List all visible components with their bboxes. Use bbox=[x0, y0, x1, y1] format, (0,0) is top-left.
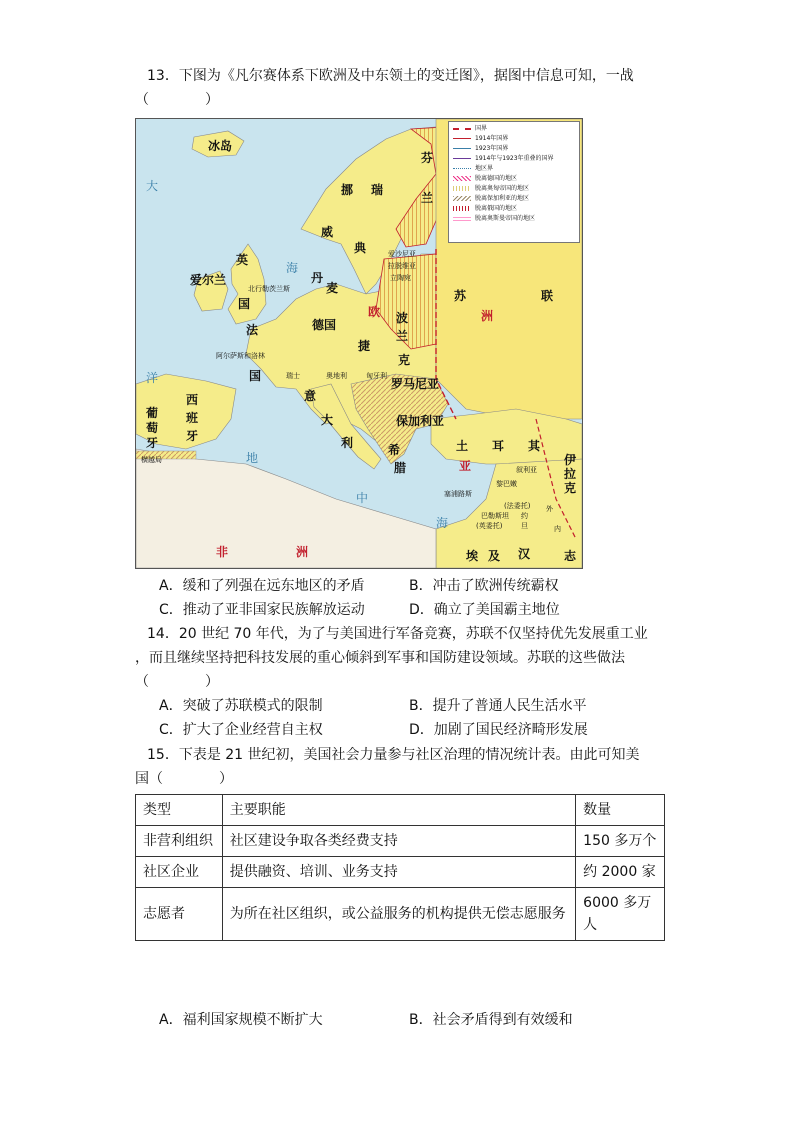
map-label: (法委托) bbox=[504, 502, 531, 510]
map-label: 北行勒茨兰斯 bbox=[248, 285, 290, 293]
map-label: 萄 bbox=[146, 421, 159, 435]
legend-item: 1914年国界 bbox=[475, 135, 509, 142]
map-label: 汉 bbox=[518, 547, 531, 561]
map-label: 联 bbox=[541, 289, 554, 303]
map-label: 叙利亚 bbox=[516, 466, 537, 474]
map-label: 横越局 bbox=[141, 456, 162, 464]
q14-option-c[interactable]: C．扩大了企业经营自主权 bbox=[159, 722, 323, 738]
table-cell: 150 多万个 bbox=[576, 826, 665, 857]
table-row bbox=[136, 888, 665, 941]
map-label: 牙 bbox=[146, 436, 159, 450]
map-label: 冰岛 bbox=[208, 139, 233, 153]
map-label: 法 bbox=[246, 323, 259, 337]
map-label: 志 bbox=[564, 549, 577, 563]
map-label: 埃 bbox=[466, 549, 479, 563]
q15-stem-line1: 15．下表是 21 世纪初，美国社会力量参与社区治理的情况统计表。由此可知美 bbox=[147, 747, 640, 763]
map-label: 麦 bbox=[326, 281, 339, 295]
map-label: 瑞士 bbox=[286, 372, 300, 380]
map-label: 耳 bbox=[492, 439, 505, 453]
q14-answer-blank: （ ） bbox=[135, 674, 219, 690]
map-label: 克 bbox=[564, 481, 577, 495]
map-label: 瑞 bbox=[371, 183, 384, 197]
map-label: 利 bbox=[341, 436, 354, 450]
q13-option-b[interactable]: B．冲击了欧洲传统霸权 bbox=[409, 578, 559, 594]
table-cell: 非营利组织 bbox=[136, 826, 223, 857]
map-label: 巴勒斯坦 bbox=[481, 512, 509, 520]
map-label: 保加利亚 bbox=[396, 414, 445, 428]
map-label: 洋 bbox=[146, 371, 159, 385]
q13-stem-line1: 13．下图为《凡尔赛体系下欧洲及中东领土的变迁图》，据图中信息可知，一战 bbox=[147, 68, 634, 84]
table-row bbox=[136, 857, 665, 888]
map-label: 拉 bbox=[564, 467, 577, 481]
legend-item: 国界 bbox=[475, 125, 488, 132]
table-cell: 志愿者 bbox=[136, 888, 223, 941]
table-header-cell: 主要职能 bbox=[222, 795, 575, 826]
map-label: 罗马尼亚 bbox=[391, 377, 440, 391]
table-header-cell: 类型 bbox=[136, 795, 223, 826]
map-label: 旦 bbox=[521, 522, 528, 530]
map-label: 典 bbox=[354, 241, 367, 255]
legend-item: 脱离奥匈帝国的地区 bbox=[475, 185, 530, 192]
legend-item: 脱离德国的地区 bbox=[475, 175, 518, 182]
legend-item: 脱离保加利亚的地区 bbox=[475, 195, 530, 202]
legend-item: 1914年与1923年重叠的国界 bbox=[475, 155, 554, 162]
q15-stem-line2: 国（ ） bbox=[135, 771, 233, 787]
table-cell: 社区建设争取各类经费支持 bbox=[222, 826, 575, 857]
map-label: 意 bbox=[304, 389, 317, 403]
map-label: 葡 bbox=[146, 406, 159, 420]
map-legend bbox=[448, 121, 580, 243]
map-label: 爱尔兰 bbox=[190, 273, 227, 287]
q13-option-c[interactable]: C．推动了亚非国家民族解放运动 bbox=[159, 602, 365, 618]
map-label: 奥地利 bbox=[326, 372, 347, 380]
q15-option-b[interactable]: B．社会矛盾得到有效缓和 bbox=[409, 1012, 573, 1028]
map-label: 波 bbox=[396, 311, 409, 325]
map-label: 阿尔萨斯和洛林 bbox=[216, 352, 265, 360]
table-cell: 提供融资、培训、业务支持 bbox=[222, 857, 575, 888]
map-label: 德国 bbox=[312, 318, 337, 332]
map-label: 土 bbox=[456, 439, 469, 453]
q14-option-a[interactable]: A．突破了苏联模式的限制 bbox=[159, 698, 323, 714]
map-label: 兰 bbox=[421, 191, 434, 205]
map-label: 约 bbox=[521, 512, 528, 520]
map-label: 大 bbox=[146, 179, 159, 193]
table-cell: 社区企业 bbox=[136, 857, 223, 888]
map-label: 大 bbox=[321, 413, 334, 427]
map-label: 国 bbox=[238, 297, 251, 311]
map-label: 洲 bbox=[296, 545, 309, 559]
map-label: 海 bbox=[436, 516, 449, 530]
q14-option-d[interactable]: D．加剧了国民经济畸形发展 bbox=[409, 722, 588, 738]
map-label: 西 bbox=[186, 393, 199, 407]
map-label: 海 bbox=[286, 261, 299, 275]
map-label: 捷 bbox=[358, 339, 371, 353]
map-label: 国 bbox=[249, 369, 262, 383]
table-header-row bbox=[136, 795, 665, 826]
map-label: 腊 bbox=[394, 461, 407, 475]
map-label: 挪 bbox=[341, 183, 354, 197]
map-label: 兰 bbox=[396, 329, 409, 343]
map-label: 芬 bbox=[421, 151, 434, 165]
map-label: 牙 bbox=[186, 429, 199, 443]
map-label: 希 bbox=[388, 443, 401, 457]
q13-option-a[interactable]: A．缓和了列强在远东地区的矛盾 bbox=[159, 578, 365, 594]
map-label: 及 bbox=[488, 549, 501, 563]
q14-option-b[interactable]: B．提升了普通人民生活水平 bbox=[409, 698, 587, 714]
map-label: 中 bbox=[356, 491, 369, 505]
map-label: 拉脱维亚 bbox=[388, 262, 416, 270]
map-label: 欧 bbox=[368, 305, 381, 319]
map-label: 黎巴嫩 bbox=[496, 480, 517, 488]
q13-option-d[interactable]: D．确立了美国霸主地位 bbox=[409, 602, 560, 618]
map-label: 苏 bbox=[454, 289, 467, 303]
map-label: 英 bbox=[236, 253, 249, 267]
table-cell: 为所在社区组织，或公益服务的机构提供无偿志愿服务 bbox=[222, 888, 575, 941]
map-label: 伊 bbox=[564, 453, 577, 467]
legend-item: 脱离奥斯曼帝国的地区 bbox=[475, 215, 536, 222]
map-label: 塞浦路斯 bbox=[444, 490, 472, 498]
table-cell: 6000 多万人 bbox=[576, 888, 665, 941]
map-label: 匈牙利 bbox=[366, 372, 387, 380]
q14-stem-line2: ，而且继续坚持把科技发展的重心倾斜到军事和国防建设领域。苏联的这些做法 bbox=[135, 650, 625, 666]
q14-stem-line1: 14．20 世纪 70 年代，为了与美国进行军备竞赛，苏联不仅坚持优先发展重工业 bbox=[147, 626, 648, 642]
map-label: 非 bbox=[216, 545, 229, 559]
map-label: 威 bbox=[321, 225, 334, 239]
table-row bbox=[136, 826, 665, 857]
map-label: 立陶宛 bbox=[390, 274, 411, 282]
map-label: 洲 bbox=[481, 309, 494, 323]
map-label: 亚 bbox=[459, 459, 472, 473]
map-label: (英委托) bbox=[476, 522, 503, 530]
q13-answer-blank: （ ） bbox=[135, 92, 219, 108]
q15-option-a[interactable]: A．福利国家规模不断扩大 bbox=[159, 1012, 323, 1028]
map-label: 地 bbox=[246, 451, 259, 465]
map-label: 班 bbox=[186, 411, 199, 425]
map-label: 克 bbox=[398, 353, 411, 367]
table-header-cell: 数量 bbox=[576, 795, 665, 826]
map-label: 内 bbox=[554, 525, 561, 533]
q15-data-table bbox=[135, 794, 665, 941]
legend-item: 1923年国界 bbox=[475, 145, 509, 152]
table-cell: 约 2000 家 bbox=[576, 857, 665, 888]
map-label: 爱沙尼亚 bbox=[388, 250, 416, 258]
map-label: 其 bbox=[528, 439, 541, 453]
map-label: 丹 bbox=[311, 271, 324, 285]
europe-map bbox=[135, 118, 583, 569]
legend-item: 脱离俄国的地区 bbox=[475, 205, 518, 212]
map-label: 外 bbox=[546, 505, 553, 513]
legend-item: 地区界 bbox=[475, 165, 494, 172]
